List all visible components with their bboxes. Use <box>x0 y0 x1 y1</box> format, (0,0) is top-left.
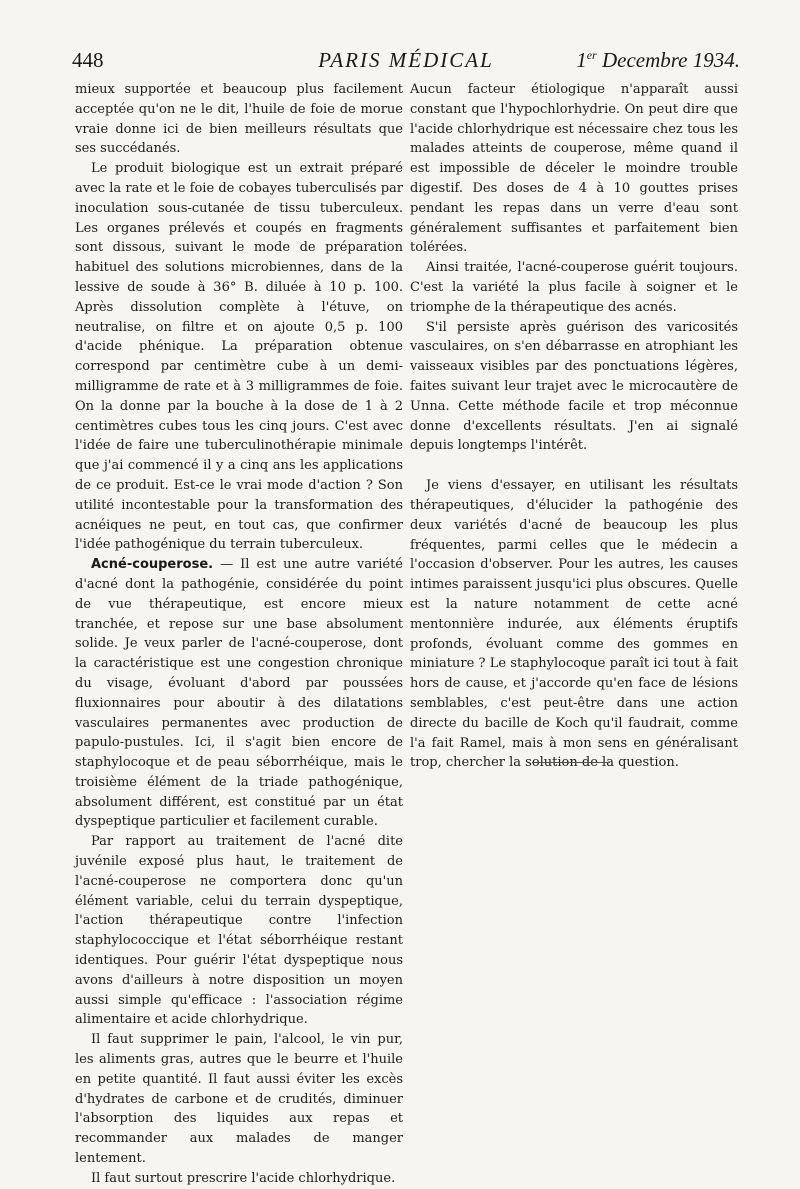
issue-date-rest: Decembre 1934. <box>596 48 740 72</box>
issue-date <box>576 48 740 73</box>
paragraph: Il faut surtout prescrire l'acide chlorhydrique. <box>91 1170 396 1186</box>
paragraph: Ainsi traitée, l'acné-couperose guérit toujours. C'est la variété la plus facile à soigner et le triomphe de la thérapeutique des acnés. <box>410 260 738 315</box>
right-column <box>410 80 738 773</box>
paragraph: Je viens d'essayer, en utilisant les résultats thérapeutiques, d'élucider la pathogénie des deux variétés d'acné de beaucoup les plus fréquentes, parmi celles que le médecin a l'occasion d'observer. Pour les autres, les causes intimes paraissent jusqu'ici plus obscures. Quelle est la nature notamment de cette acné mentonnière indurée, aux éléments éruptifs profonds, évoluant comme des gommes en miniature ? Le staphylocoque paraît ici tout à fait hors de cause, et j'accorde qu'en face de lésions semblables, c'est peut-être dans une action directe du bacille de Koch qu'il faudrait, comme l'a fait Ramel, mais à mon sens en généralisant trop, chercher la solution de la question. <box>410 478 738 771</box>
paragraph-text: — Il est une autre variété d'acné dont la pathogénie, considérée du point de vue thérapeutique, est encore mieux tranchée, et repose sur une base absolument solide. Je veux parler de l'acné-couperose, dont la caractéristique est une congestion chronique du visage, évoluant d'abord par poussées fluxionnaires pour aboutir à des dilatations vasculaires permanentes avec production de papulo-pustules. Ici, il s'agit bien encore de staphylocoque et de peau séborrhéique, mais le troisième élément de la triade pathogénique, absolument différent, est constitué par un état dyspeptique particulier et facilement curable. <box>75 557 403 830</box>
issue-date-suffix: er <box>586 48 597 62</box>
left-column <box>75 80 403 1189</box>
paragraph: Par rapport au traitement de l'acné dite juvénile exposé plus haut, le traitement de l'acné-couperose ne comportera donc qu'un élément variable, celui du terrain dyspeptique, l'action thérapeutique contre l'infection staphylococcique et l'état séborrhéique restant identiques. Pour guérir l'état dyspeptique nous avons d'ailleurs à notre disposition un moyen aussi simple qu'efficace : l'association régime alimentaire et acide chlorhydrique. <box>75 834 403 1028</box>
section-heading: Acné-couperose. <box>91 557 214 573</box>
paragraph <box>75 555 403 832</box>
section-separator <box>532 762 610 763</box>
paragraph: Il faut supprimer le pain, l'alcool, le vin pur, les aliments gras, autres que le beurre et l'huile en petite quantité. Il faut aussi éviter les excès d'hydrates de carbone et de crudités, diminuer l'absorption des liquides aux repas et recommander aux malades de manger lentement. <box>75 1032 403 1167</box>
page-number: 448 <box>72 48 104 72</box>
running-title: PARIS MÉDICAL <box>318 48 494 72</box>
paragraph: mieux supportée et beaucoup plus facilement acceptée qu'on ne le dit, l'huile de foie de morue vraie donne ici de bien meilleurs résultats que ses succédanés. <box>75 82 403 157</box>
issue-date-day: 1 <box>576 48 587 72</box>
paragraph: Aucun facteur étiologique n'apparaît aussi constant que l'hypochlorhydrie. On peut dire que l'acide chlorhydrique est nécessaire chez tous les malades atteints de couperose, même quand il est impossible de déceler le moindre trouble digestif. Des doses de 4 à 10 gouttes prises pendant les repas dans un verre d'eau sont généralement suffisantes et parfaitement bien tolérées. <box>410 82 738 256</box>
paragraph: S'il persiste après guérison des varicosités vasculaires, on s'en débarrasse en atrophiant les vaisseaux visibles par des ponctuations légères, faites suivant leur trajet avec le microcautère de Unna. Cette méthode facile et trop méconnue donne d'excellents résultats. J'en ai signalé depuis longtemps l'intérêt. <box>410 319 738 454</box>
page-header <box>72 48 740 76</box>
paragraph: Le produit biologique est un extrait préparé avec la rate et le foie de cobayes tuberculisés par inoculation sous-cutanée de tissu tuberculeux. Les organes prélevés et coupés en fragments sont dissous, suivant le mode de préparation habituel des solutions microbiennes, dans de la lessive de soude à 36° B. diluée à 10 p. 100. Après dissolution complète à l'étuve, on neutralise, on filtre et on ajoute 0,5 p. 100 d'acide phénique. La préparation obtenue correspond par centimètre cube à un demi-milligramme de rate et à 3 milligrammes de foie. On la donne par la bouche à la dose de 1 à 2 centimètres cubes tous les cinq jours. C'est avec l'idée de faire une tuberculinothérapie minimale que j'ai commencé il y a cinq ans les applications de ce produit. Est-ce le vrai mode d'action ? Son utilité incontestable pour la transformation des acnéiques ne peut, en tout cas, que confirmer l'idée pathogénique du terrain tuberculeux. <box>75 161 403 553</box>
